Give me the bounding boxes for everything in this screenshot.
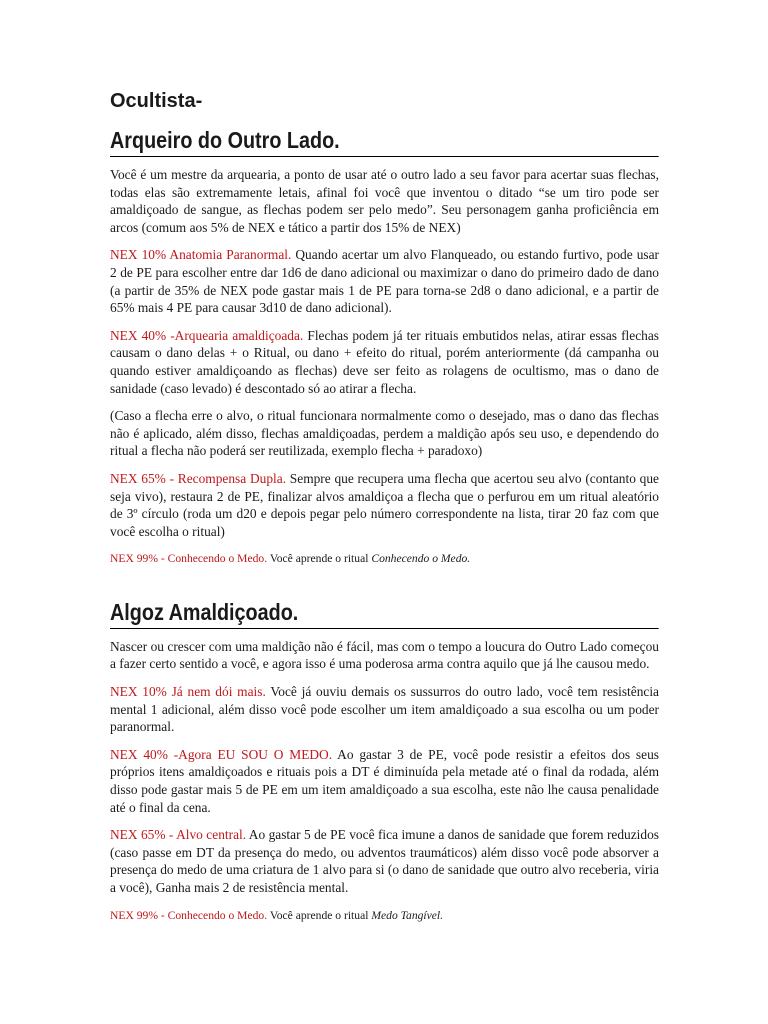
- class-title: Ocultista-: [110, 90, 203, 112]
- nex65-label: NEX 65% - Recompensa Dupla.: [110, 470, 287, 486]
- nex10-label: NEX 10% Anatomia Paranormal.: [110, 247, 292, 263]
- nex40-text: Ao gastar 3 de PE, você pode resistir a efeitos dos seus próprios itens amaldiçoados e rituais pois a DT é diminuída pela metade até o final da rodada, além disso pode gastar mais 5 de PE em um item amaldiçoado a sua escolha, este não lhe causa penalidade até o final da cena.: [110, 746, 659, 815]
- section-arqueiro: [110, 126, 659, 568]
- nex99-paragraph: [110, 550, 659, 568]
- section-intro: Você é um mestre da arquearia, a ponto de usar até o outro lado a seu favor para acertar suas flechas, todas elas são extremamente letais, afinal foi você que inventou o ditado “se um tiro pode ser amaldiçoado de sangue, as flechas podem ser pelo medo”. Seu personagem ganha proficiência em arcos (comum aos 5% de NEX e tático a partir dos 15% de NEX): [110, 167, 659, 235]
- nex10-label: NEX 10% Já nem dói mais.: [110, 684, 266, 700]
- nex99-ritual: Conhecendo o Medo.: [371, 552, 471, 566]
- section-title: Algoz Amaldiçoado.: [110, 598, 659, 629]
- nex65-paragraph: [110, 470, 659, 540]
- document-page: [110, 88, 659, 942]
- nex99-label: NEX 99% - Conhecendo o Medo.: [110, 908, 268, 922]
- note-paragraph: (Caso a flecha erre o alvo, o ritual funcionara normalmente como o desejado, mas o dano das flechas não é aplicado, além disso, flechas amaldiçoadas, perdem a maldição após seu uso, e dependendo do ritual a flecha não poderá ser reutilizada, exemplo flecha + paradoxo): [110, 408, 659, 459]
- nex99-text: Você aprende o ritual: [267, 552, 372, 566]
- nex99-label: NEX 99% - Conhecendo o Medo.: [110, 552, 268, 566]
- nex10-text: Você já ouviu demais os sussurros do outro lado, você tem resistência mental 1 adicional, além disso você pode escolher um item amaldiçoado a sua escolha ou um poder paranormal.: [110, 684, 660, 735]
- nex40-paragraph: [110, 327, 659, 397]
- nex40-text: Flechas podem já ter rituais embutidos nelas, atirar essas flechas causam o dano delas + o Ritual, ou dano + efeito do ritual, porém anteriormente (dá campanha ou quando estiver amaldiçoando as flechas) deve ser feito as rolagens de ocultismo, mas o dano de sanidade (caso levado) é descontado só ao atirar a flecha.: [110, 327, 659, 396]
- nex40-label: NEX 40% -Agora EU SOU O MEDO.: [110, 746, 333, 762]
- nex65-text: Ao gastar 5 de PE você fica imune a danos de sanidade que forem reduzidos (caso passe em DT da presença do medo, ou adventos traumáticos) além disso você pode absorver a presença do medo de uma criatura de 1 alvo para si (o dano de sanidade que outro alvo receberia, viria a você), Ganha mais 2 de resistência mental.: [110, 827, 659, 895]
- nex99-ritual: Medo Tangível.: [371, 908, 444, 922]
- nex40-paragraph: [110, 746, 659, 816]
- section-algoz: [110, 598, 659, 924]
- nex99-text: Você aprende o ritual: [267, 908, 372, 922]
- nex65-text: Sempre que recupera uma flecha que acertou seu alvo (contanto que seja vivo), restaura 2 de PE, finalizar alvos amaldiçoa a flecha que o perfurou em um ritual aleatório de 3º círculo (roda um d20 e depois pegar pelo número correspondente na lista, tirar 20 faz com que você escolha o ritual): [110, 470, 659, 539]
- nex10-paragraph: [110, 246, 659, 316]
- nex40-label: NEX 40% -Arquearia amaldiçoada.: [110, 327, 304, 343]
- nex65-label: NEX 65% - Alvo central.: [110, 827, 247, 843]
- nex10-text: Quando acertar um alvo Flanqueado, ou estando furtivo, pode usar 2 de PE para escolher entre dar 1d6 de dano adicional ou maximizar o dano do primeiro dado de dano (a partir de 35% de NEX pode gastar mais 1 de PE para torna-se 2d8 o dano adicional, e a partir de 65% mais 4 PE para causar 3d10 de dano adicional).: [110, 247, 659, 316]
- section-title: Arqueiro do Outro Lado.: [110, 126, 659, 157]
- nex10-paragraph: [110, 683, 659, 736]
- section-intro: Nascer ou crescer com uma maldição não é fácil, mas com o tempo a loucura do Outro Lado começou a fazer certo sentido a você, e agora isso é uma poderosa arma contra aquilo que já lhe causou medo.: [110, 638, 659, 672]
- nex65-paragraph: [110, 826, 659, 896]
- nex99-paragraph: [110, 907, 659, 925]
